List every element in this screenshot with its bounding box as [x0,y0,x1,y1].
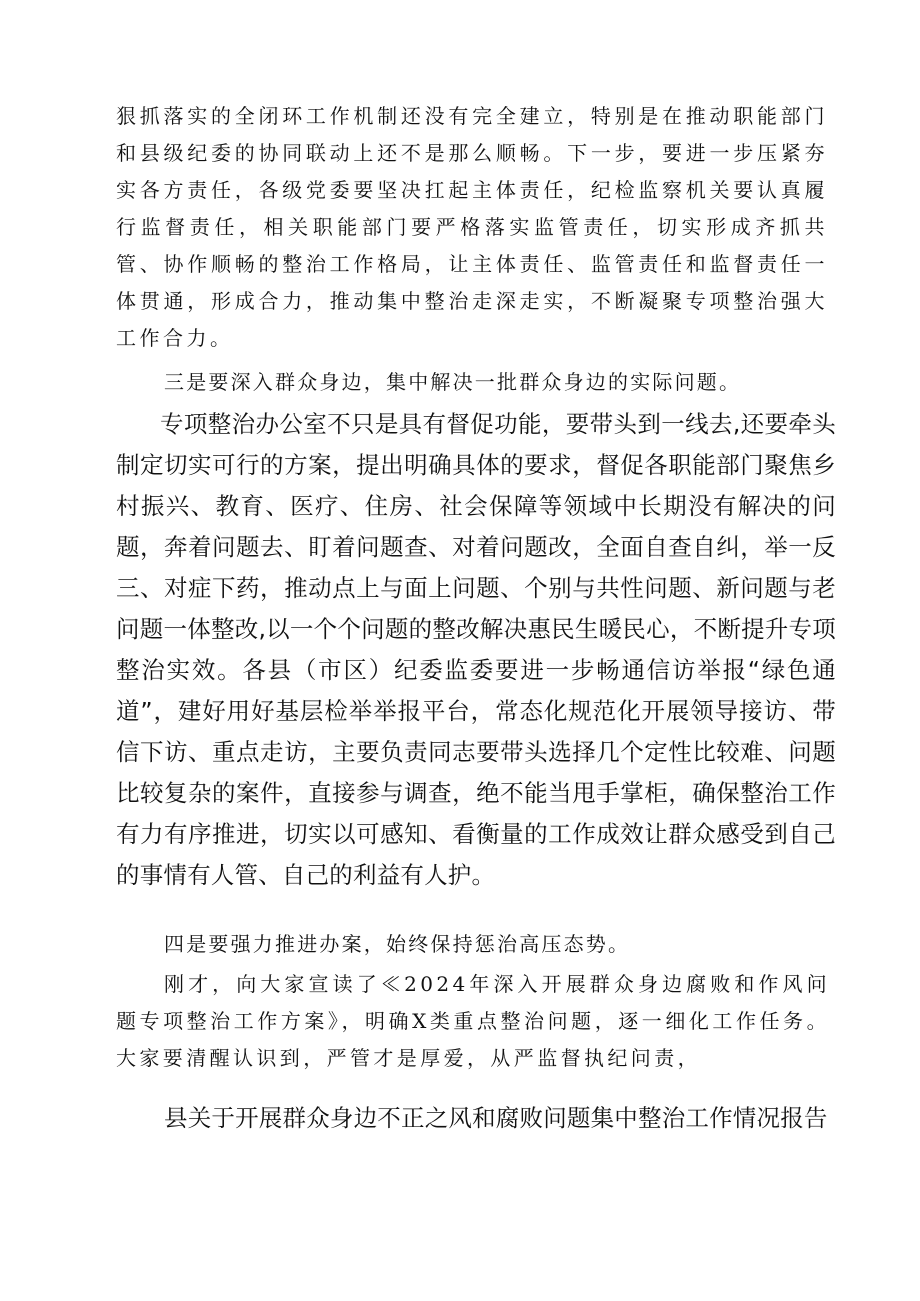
paragraph-point-four: 四是要强力推进办案，始终保持惩治高压态势。 [164,932,631,956]
paragraph-point-three: 三是要深入群众身边，集中解决一批群众身边的实际问题。 [164,370,742,394]
paragraph-special-office: 专项整治办公室不只是具有督促功能，要带头到一线去,还要牵头制定切实可行的方案，提出明确具体的要求，督促各职能部门聚焦乡村振兴、教育、医疗、住房、社会保障等领域中长期没有解决的问题，奔着问题去、盯着问题查、对着问题改，全面自查自纠，举一反三、对症下药，推动点上与面上问题、个别与共性问题、新问题与老问题一体整改,以一个个问题的整改解决惠民生暖民心，不断提升专项整治实效。各县（市区）纪委监委要进一步畅通信访举报“绿色通道”，建好用好基层检举举报平台，常态化规范化开展领导接访、带信下访、重点走访，主要负责同志要带头选择几个定性比较难、问题比较复杂的案件，直接参与调查，绝不能当甩手掌柜，确保整治工作有力有序推进，切实以可感知、看衡量的工作成效让群众感受到自己的事情有人管、自己的利益有人护。 [116,410,836,889]
paragraph-responsibility: 狠抓落实的全闭环工作机制还没有完全建立，特别是在推动职能部门和县级纪委的协同联动上还不是那么顺畅。下一步，要进一步压紧夯实各方责任，各级党委要坚决扛起主体责任，纪检监察机关要认真履行监督责任，相关职能部门要严格落实监管责任，切实形成齐抓共管、协作顺畅的整治工作格局，让主体责任、监管责任和监督责任一体贯通，形成合力，推动集中整治走深走实，不断凝聚专项整治强大工作合力。 [116,104,828,350]
paragraph-work-plan: 刚才，向大家宣读了≪2024年深入开展群众身边腐败和作风问题专项整治工作方案》，明确X类重点整治问题，逐一细化工作任务。大家要清醒认识到，严管才是厚爱，从严监督执纪问责， [116,972,830,1070]
report-title: 县关于开展群众身边不正之风和腐败问题集中整治工作情况报告 [164,1104,828,1132]
